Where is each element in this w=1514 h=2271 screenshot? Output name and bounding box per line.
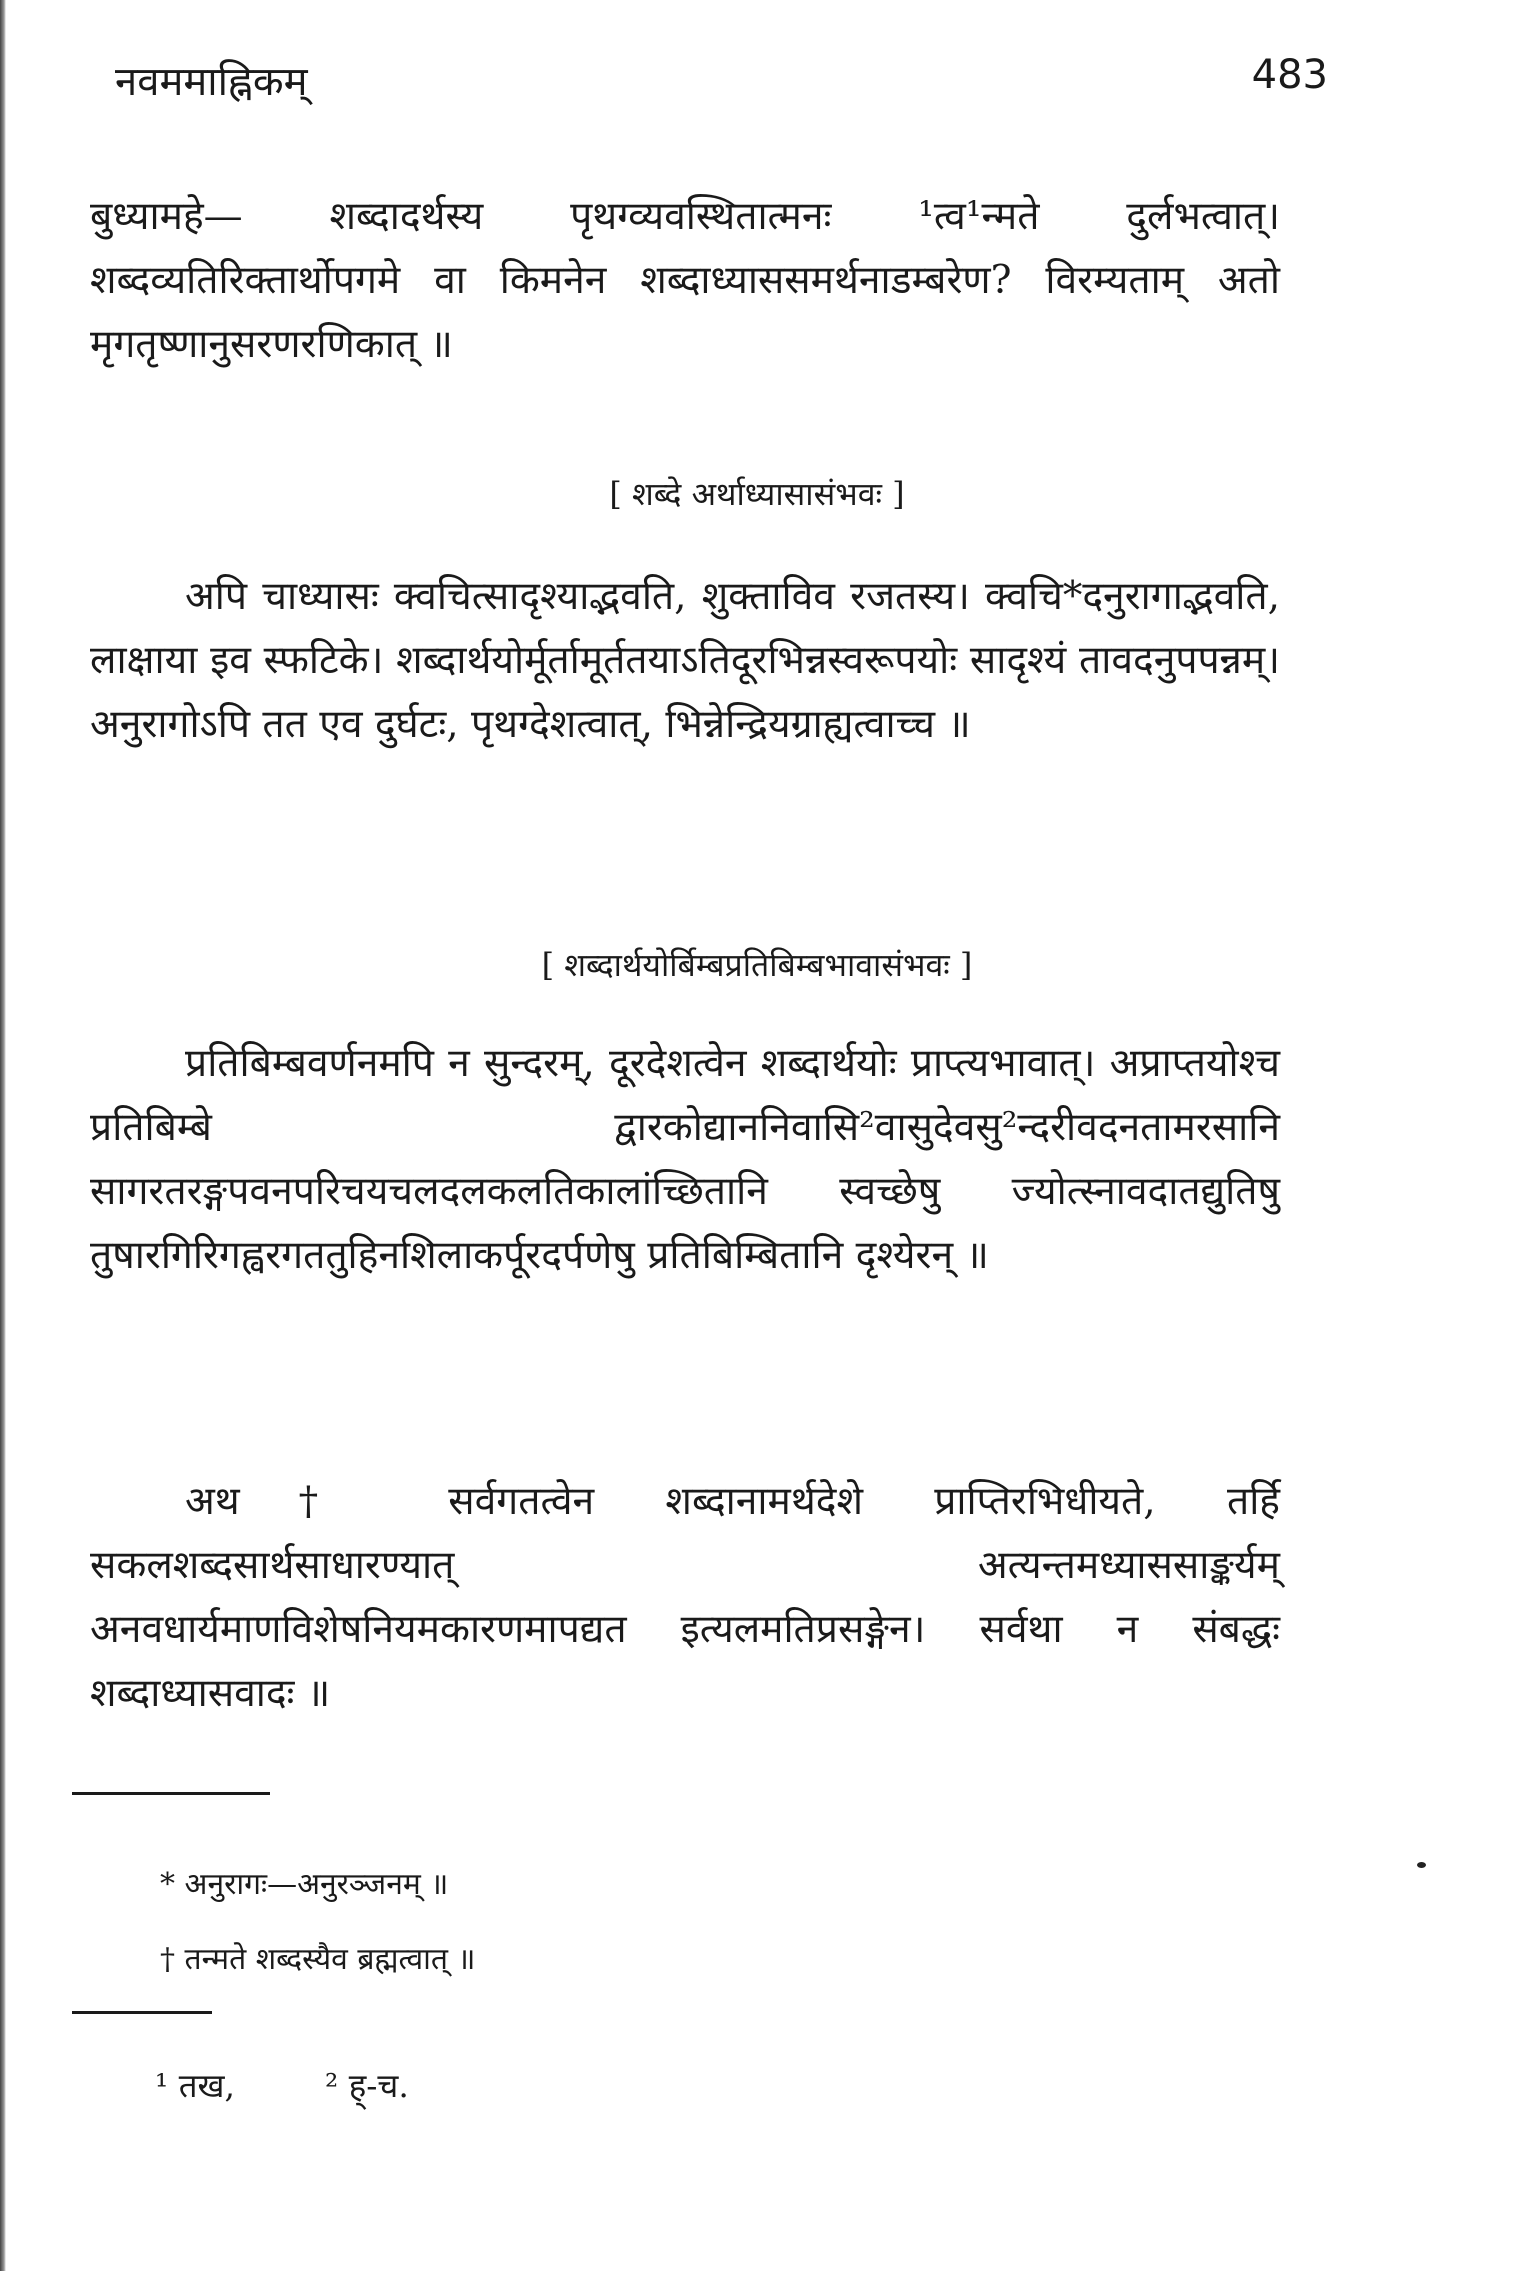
variant-separator bbox=[72, 2011, 212, 2014]
section-heading-1: [ शब्दे अर्थाध्यासासंभवः ] bbox=[609, 475, 905, 513]
running-title: नवममाह्निकम् bbox=[115, 59, 308, 105]
variant-reading-1: ¹ तख, bbox=[155, 2066, 236, 2105]
page-header bbox=[115, 52, 1328, 122]
paragraph-1: बुध्यामहे— शब्दादर्थस्य पृथग्व्यवस्थितात्मनः ¹त्व¹न्मते दुर्लभत्वात्। शब्दव्यतिरिक्तार्थोपगमे वा किमनेन शब्दाध्याससमर्थनाडम्बरेण? विरम्यताम् अतो मृगतृष्णानुसरणरणिकात् ॥ bbox=[90, 194, 1280, 367]
section-heading-2: [ शब्दार्थयोर्बिम्बप्रतिबिम्बभावासंभवः ] bbox=[541, 946, 973, 984]
page-number: 483 bbox=[1251, 52, 1328, 98]
footnote-dagger: † तन्मते शब्दस्यैव ब्रह्मत्वात् ॥ bbox=[160, 1942, 476, 1977]
page-binding-edge bbox=[0, 0, 6, 2271]
variant-readings bbox=[155, 2062, 499, 2107]
print-speck bbox=[1417, 1862, 1426, 1868]
paragraph-2: अपि चाध्यासः क्वचित्सादृश्याद्भवति, शुक्ताविव रजतस्य। क्वचि*दनुरागाद्भवति, लाक्षाया इव स्फटिके। शब्दार्थयोर्मूर्तामूर्ततयाऽतिदूरभिन्नस्वरूपयोः सादृश्यं तावदनुपपन्नम्। अनुरागोऽपि तत एव दुर्घटः, पृथग्देशत्वात्, भिन्नेन्द्रियग्राह्यत्वाच्च ॥ bbox=[90, 574, 1280, 747]
paragraph-4: अथ† सर्वगतत्वेन शब्दानामर्थदेशे प्राप्तिरभिधीयते, तर्हि सकलशब्दसार्थसाधारण्यात् अत्यन्तमध्याससाङ्कर्यम् अनवधार्यमाणविशेषनियमकारणमापद्यत इत्यलमतिप्रसङ्गेन। सर्वथा न संबद्धः शब्दाध्यासवादः ॥ bbox=[90, 1479, 1280, 1716]
footnote-star: * अनुरागः—अनुरञ्जनम् ॥ bbox=[160, 1867, 449, 1902]
variant-reading-2: ² ह्-च. bbox=[325, 2066, 409, 2105]
paragraph-3: प्रतिबिम्बवर्णनमपि न सुन्दरम्, दूरदेशत्वेन शब्दार्थयोः प्राप्त्यभावात्। अप्राप्तयोश्च प्रतिबिम्बे द्वारकोद्याननिवासि²वासुदेवसु²न्दरीवदनतामरसानि सागरतरङ्गपवनपरिचयचलदलकलतिकालांच्छितानि स्वच्छेषु ज्योत्स्नावदातद्युतिषु तुषारगिरिगह्वरगततुहिनशिलाकर्पूरदर्पणेषु प्रतिबिम्बितानि दृश्येरन् ॥ bbox=[90, 1041, 1280, 1278]
footnote-separator bbox=[72, 1792, 270, 1795]
